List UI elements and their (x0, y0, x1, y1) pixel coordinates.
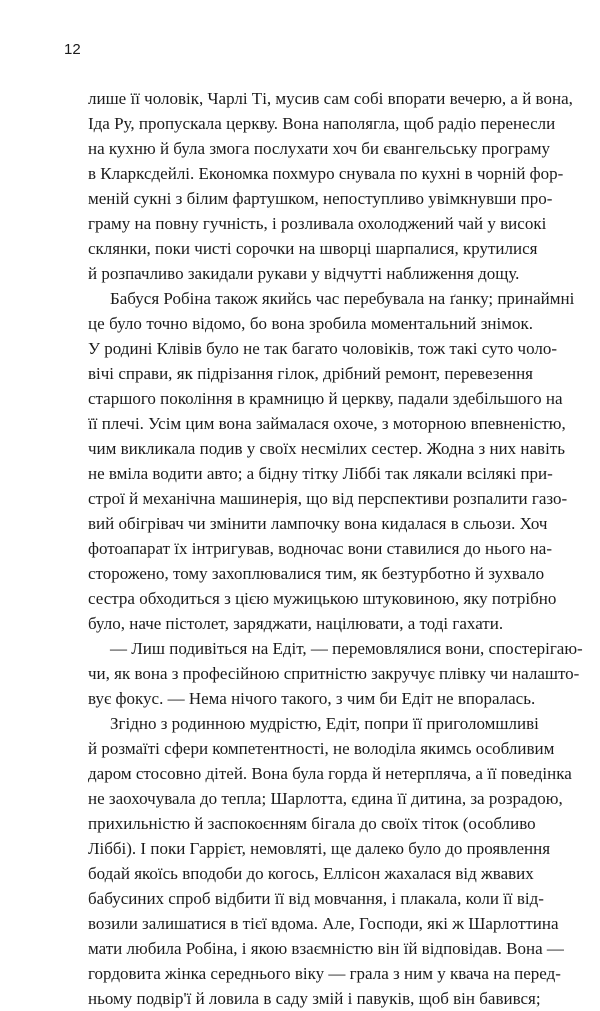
text-line: У родині Клівів було не так багато чоловіків, тож такі суто чоло- (88, 339, 557, 358)
paragraph (88, 711, 572, 1011)
text-line: вий обігрівач чи змінити лампочку вона кидалася в сльози. Хоч (88, 514, 548, 533)
text-line: меній сукні з білим фартушком, непоступливо увімкнувши про- (88, 189, 553, 208)
text-line: возили залишатися в тієї вдома. Але, Господи, які ж Шарлоттина (88, 914, 559, 933)
text-line: було, наче пістолет, заряджати, націлювати, а тоді гахати. (88, 614, 504, 633)
page-number: 12 (64, 41, 81, 58)
text-line: не вміла водити авто; а бідну тітку Ліббі так лякали всілякі при- (88, 464, 553, 483)
text-line: на кухню й була змога послухати хоч би євангельську програму (88, 139, 550, 158)
text-line: Згідно з родинною мудрістю, Едіт, попри її приголомшливі (110, 714, 539, 733)
text-line: фотоапарат їх інтригував, водночас вони ставилися до нього на- (88, 539, 552, 558)
text-line: чим викликала подив у своїх несмілих сестер. Жодна з них навіть (88, 439, 565, 458)
paragraph (88, 636, 583, 711)
text-line: це було точно відомо, бо вона зробила моментальний знімок. (88, 314, 533, 333)
text-line: чи, як вона з професійною спритністю закручує плівку чи налашто- (88, 664, 580, 683)
text-line: Бабуся Робіна також якийсь час перебувала на ґанку; принаймні (110, 289, 575, 308)
text-line: сестра обходиться з цією мужицькою штуковиною, яку потрібно (88, 589, 557, 608)
text-line: вічі справи, як підрізання гілок, дрібний ремонт, перевезення (88, 364, 533, 383)
text-line: й розпачливо закидали рукави у відчутті наближення дощу. (88, 264, 520, 283)
text-line: прихильністю й заспокоєнням бігала до своїх тіток (особливо (88, 814, 536, 833)
text-line: старшого покоління в крамницю й церкву, падали здебільшого на (88, 389, 563, 408)
text-line: склянки, поки чисті сорочки на шворці шарпалися, крутилися (88, 239, 538, 258)
text-line: лише її чоловік, Чарлі Ті, мусив сам собі впорати вечерю, а й вона, (88, 89, 573, 108)
text-line: й розмаїті сфери компетентності, не володіла якимсь особливим (88, 739, 555, 758)
text-line: її плечі. Усім цим вона займалася охоче, з моторною впевненістю, (88, 414, 566, 433)
text-line: строї й механічна машинерія, що від перспективи розпалити газо- (88, 489, 568, 508)
text-line: гордовита жінка середнього віку — грала з ним у квача на перед- (88, 964, 561, 983)
text-line: бодай якоїсь вподоби до когось, Еллісон жахалася від жвавих (88, 864, 534, 883)
text-line: граму на повну гучність, і розливала охолоджений чай у високі (88, 214, 547, 233)
text-line: вує фокус. — Нема нічого такого, з чим би Едіт не впоралась. (88, 689, 536, 708)
text-line: мати любила Робіна, і якою взаємністю він їй відповідав. Вона — (88, 939, 564, 958)
text-line: сторожено, тому захоплювалися тим, як безтурботно й зухвало (88, 564, 545, 583)
text-line: Іда Ру, пропускала церкву. Вона наполягла, щоб радіо перенесли (88, 114, 556, 133)
text-line: даром стосовно дітей. Вона була горда й нетерпляча, а її поведінка (88, 764, 572, 783)
text-line: не заохочувала до тепла; Шарлотта, єдина її дитина, за розрадою, (88, 789, 563, 808)
paragraph (88, 86, 573, 286)
text-line: Ліббі). І поки Гаррієт, немовляті, ще далеко було до проявлення (88, 839, 551, 858)
text-line: ньому подвір'ї й ловила в саду змій і павуків, щоб він бавився; (88, 989, 541, 1008)
paragraph (88, 286, 575, 636)
text-line: в Кларксдейлі. Економка похмуро снувала по кухні в чорній фор- (88, 164, 564, 183)
body-text (88, 86, 583, 1011)
text-line: — Лиш подивіться на Едіт, — перемовлялися вони, спостерігаю- (110, 639, 583, 658)
text-line: бабусиних спроб відбити її від мовчання, і плакала, коли її від- (88, 889, 544, 908)
